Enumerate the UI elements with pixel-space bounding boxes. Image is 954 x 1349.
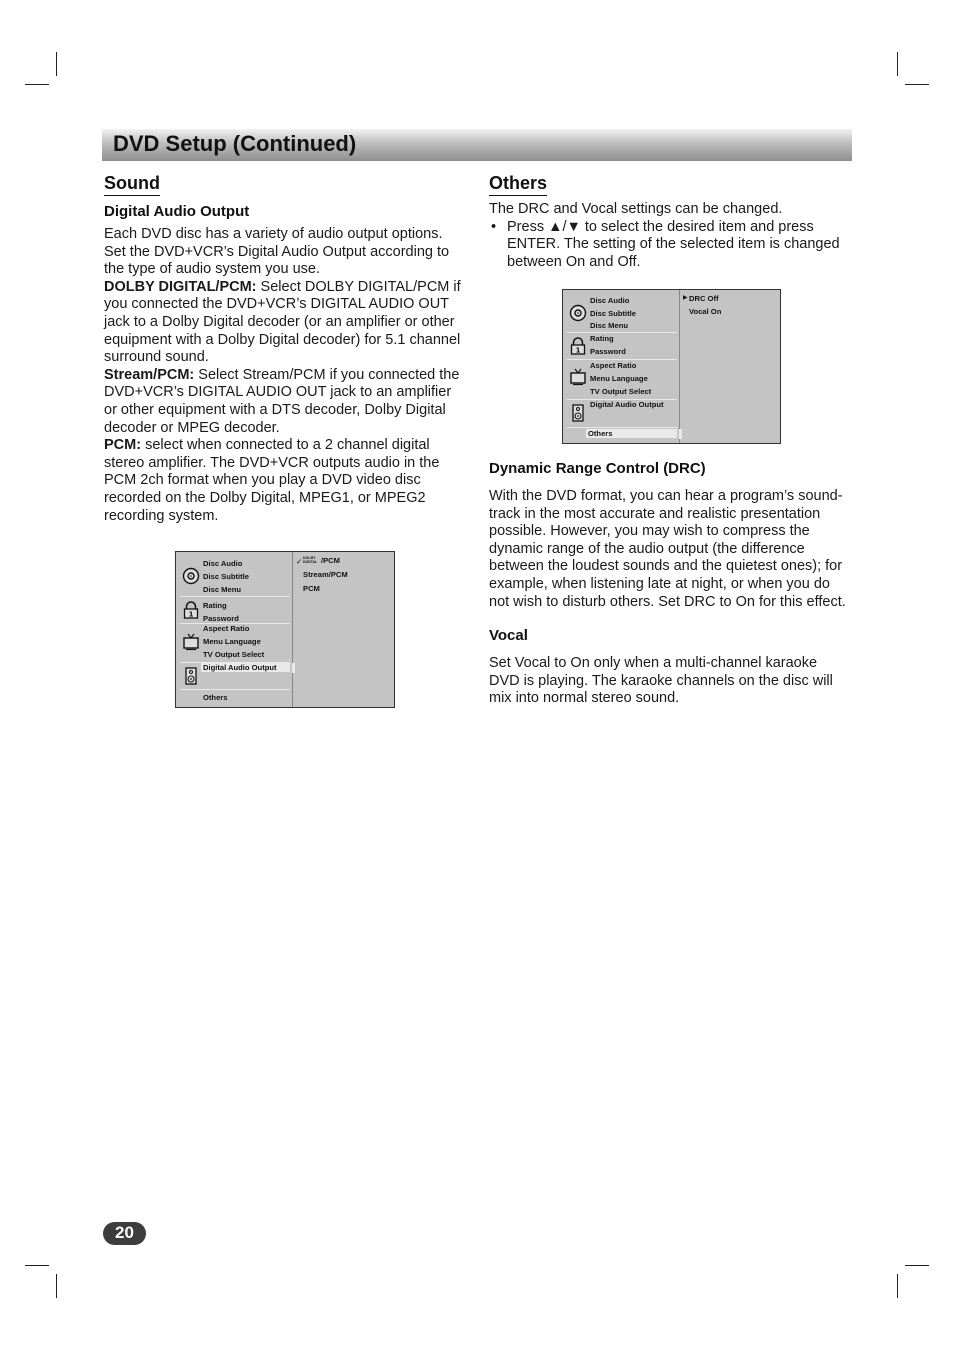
menu-item-rating[interactable]: Rating bbox=[203, 601, 227, 610]
crop-mark bbox=[897, 1274, 898, 1298]
drc-heading: Dynamic Range Control (DRC) bbox=[489, 460, 706, 477]
menu-item-password[interactable]: Password bbox=[590, 347, 626, 356]
option-pcm-text: select when connected to a 2 channel digital stereo amplifier. The DVD+VCR outputs audio in the PCM 2ch format when you play a DVD video disc recorded on the Dolby Digital, MPEG1, or MPEG2 recording system. bbox=[104, 437, 440, 524]
others-heading: Others bbox=[489, 173, 547, 196]
disc-icon bbox=[182, 567, 200, 585]
crop-mark bbox=[56, 1274, 57, 1298]
crop-mark bbox=[25, 1265, 49, 1266]
crop-mark bbox=[905, 1265, 929, 1266]
sound-heading: Sound bbox=[104, 173, 160, 196]
others-body bbox=[489, 201, 849, 271]
crop-mark bbox=[905, 84, 929, 85]
menu-item-tv-output-select[interactable]: TV Output Select bbox=[203, 650, 265, 659]
title-bar bbox=[102, 129, 852, 161]
bullet-dot: • bbox=[491, 218, 497, 235]
menu-group-disc bbox=[180, 554, 290, 597]
menu-item-aspect-ratio[interactable]: Aspect Ratio bbox=[203, 624, 250, 633]
selection-connector bbox=[292, 663, 295, 673]
sound-body bbox=[104, 226, 466, 525]
crop-mark bbox=[25, 84, 49, 85]
menu-item-password[interactable]: Password bbox=[203, 614, 239, 623]
pointer-icon: ▶ bbox=[683, 295, 688, 301]
menu-item-digital-audio-output[interactable]: Digital Audio Output bbox=[201, 663, 290, 672]
menu-item-rating[interactable]: Rating bbox=[590, 334, 614, 343]
menu-item-aspect-ratio[interactable]: Aspect Ratio bbox=[590, 361, 637, 370]
tv-icon bbox=[182, 633, 200, 651]
crop-mark bbox=[56, 52, 57, 76]
page-number-badge bbox=[103, 1222, 146, 1245]
menu-group-audio bbox=[180, 663, 290, 690]
menu-item-disc-audio[interactable]: Disc Audio bbox=[590, 296, 630, 305]
others-bullet-text: Press ▲/▼ to select the desired item and press ENTER. The setting of the selected item is changed between On and Off. bbox=[507, 218, 840, 270]
option-dolby-label: DOLBY DIGITAL/PCM: bbox=[104, 278, 257, 295]
others-menu-screen bbox=[562, 289, 781, 444]
option-pcm-label: PCM: bbox=[104, 437, 142, 454]
others-bullet bbox=[489, 219, 849, 272]
lock-icon bbox=[569, 337, 587, 355]
menu-group-tv bbox=[567, 360, 677, 400]
dolby-digital-logo bbox=[303, 556, 317, 564]
menu-group-audio bbox=[567, 400, 677, 428]
option-vocal[interactable]: Vocal On bbox=[689, 307, 722, 316]
svg-text:1: 1 bbox=[188, 610, 194, 619]
svg-text:1: 1 bbox=[575, 346, 581, 355]
option-stream-label: Stream/PCM: bbox=[104, 366, 195, 383]
sound-menu-screen bbox=[175, 551, 395, 708]
option-drc-label: DRC Off bbox=[689, 294, 719, 303]
dolby-logo-line2: DIGITAL bbox=[303, 560, 318, 564]
option-dolby bbox=[104, 279, 466, 367]
menu-item-disc-menu[interactable]: Disc Menu bbox=[203, 585, 241, 594]
menu-item-disc-audio[interactable]: Disc Audio bbox=[203, 559, 243, 568]
lock-icon bbox=[182, 601, 200, 619]
disc-icon bbox=[569, 304, 587, 322]
menu-item-disc-menu[interactable]: Disc Menu bbox=[590, 321, 628, 330]
vocal-heading: Vocal bbox=[489, 627, 528, 644]
menu-item-tv-output-select[interactable]: TV Output Select bbox=[590, 387, 652, 396]
option-pcm bbox=[104, 437, 466, 525]
menu-group-lock bbox=[567, 333, 677, 360]
others-intro: The DRC and Vocal settings can be changed. bbox=[489, 201, 783, 217]
digital-audio-output-heading: Digital Audio Output bbox=[104, 203, 250, 220]
menu-item-others[interactable]: Others bbox=[203, 693, 228, 702]
page-number: 20 bbox=[115, 1223, 134, 1242]
option-stream-pcm[interactable]: Stream/PCM bbox=[303, 570, 348, 579]
menu-item-menu-language[interactable]: Menu Language bbox=[590, 374, 648, 383]
option-dolby-suffix: /PCM bbox=[321, 556, 340, 565]
check-icon: ✓ bbox=[296, 557, 303, 566]
menu-item-digital-audio-output[interactable]: Digital Audio Output bbox=[590, 400, 664, 409]
menu-categories bbox=[563, 290, 680, 443]
menu-item-disc-subtitle[interactable]: Disc Subtitle bbox=[590, 309, 636, 318]
page-title: DVD Setup (Continued) bbox=[113, 131, 357, 156]
menu-categories bbox=[176, 552, 293, 707]
vocal-text: Set Vocal to On only when a multi-channel karaoke DVD is playing. The karaoke channels on the disc will mix into normal stereo sound. bbox=[489, 655, 833, 707]
menu-group-tv bbox=[180, 624, 290, 663]
menu-item-others[interactable]: Others bbox=[586, 429, 677, 438]
crop-mark bbox=[897, 52, 898, 76]
option-stream bbox=[104, 367, 466, 437]
speaker-icon bbox=[182, 667, 200, 685]
dolby-logo-line1: DOLBY bbox=[303, 556, 316, 560]
option-stream-text: Select Stream/PCM if you connected the DVD+VCR’s DIGITAL AUDIO OUT jack to an amplifier or other equipment with a DTS decoder, Dolby Digital decoder or MPEG decoder. bbox=[104, 366, 460, 436]
menu-item-disc-subtitle[interactable]: Disc Subtitle bbox=[203, 572, 249, 581]
option-dolby-text: Select DOLBY DIGITAL/PCM if you connected the DVD+VCR’s DIGITAL AUDIO OUT jack to a Dolby Digital decoder (or an amplifier or other equipment with a Dolby Digital decoder) for 5.1 channel surround sound. bbox=[104, 278, 461, 366]
drc-text: With the DVD format, you can hear a program’s sound-track in the most accurate and realistic presentation possible. However, you may wish to compress the dynamic range of the audio output (the difference between the loudest sounds and the quietest ones); for example, when listening late at night, or when you do not wish to disturb others. Set DRC to On for this effect. bbox=[489, 488, 846, 610]
menu-group-disc bbox=[567, 292, 677, 333]
menu-group-lock bbox=[180, 597, 290, 624]
sound-intro: Each DVD disc has a variety of audio output options. Set the DVD+VCR’s Digital Audio Output according to the type of audio system you use. bbox=[104, 226, 450, 278]
speaker-icon bbox=[569, 404, 587, 422]
tv-icon bbox=[569, 368, 587, 386]
selection-connector bbox=[679, 429, 682, 439]
menu-item-menu-language[interactable]: Menu Language bbox=[203, 637, 261, 646]
option-pcm[interactable]: PCM bbox=[303, 584, 320, 593]
